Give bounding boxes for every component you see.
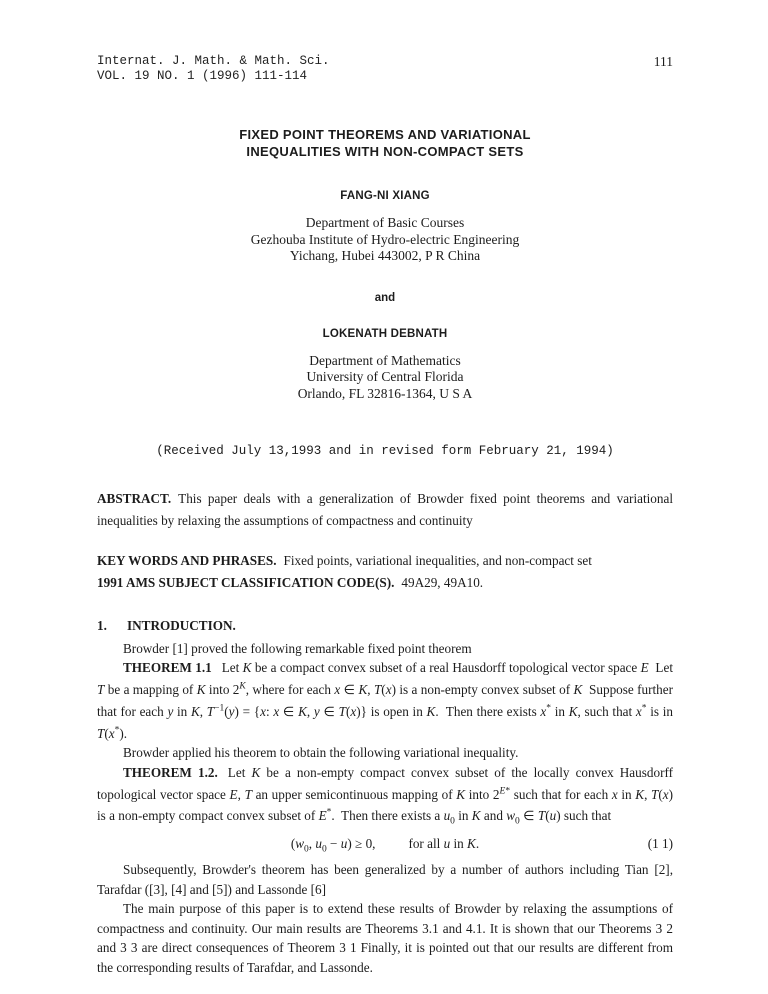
theorem-1-1-paragraph (97, 658, 673, 743)
equation-number: (1 1) (647, 835, 673, 851)
classification-text: 49A29, 49A10. (401, 575, 484, 590)
theorem-1-2-label: THEOREM 1.2. (123, 764, 218, 780)
affiliation-line: University of Central Florida (306, 369, 464, 384)
abstract-text: This paper deals with a generalization of Browder fixed point theorems and variational inequalities by relaxing the assumptions of compactness and continuity (97, 491, 673, 528)
affiliation-line: Gezhouba Institute of Hydro-electric Engineering (250, 231, 520, 247)
author-separator: and (374, 291, 396, 304)
equation-formula: ($w_0$, $u_0 - u) \ge 0$, for all u in K. (290, 835, 480, 855)
section-title: INTRODUCTION. (127, 618, 236, 633)
abstract-label: ABSTRACT. (97, 491, 172, 506)
journal-name: Internat. J. Math. & Math. Sci. (97, 54, 330, 68)
author-affiliation-second (97, 353, 673, 403)
intro-opening-paragraph: Browder [1] proved the following remarkable fixed point theorem (123, 640, 472, 656)
theorem-1-1-body: Let K be a compact convex subset of a real Hausdorff topological vector space E Let T be a mapping of K into $2^K$, where for each x ∈ K, T(x) is a non-empty convex subset of K Suppose further that for each y in K, $T^{-1}(y) = \{x$: x ∈ K, y ∈ T(x)} is open in K. Then there exists x* in K, such that x* is in T(x*). (97, 660, 674, 741)
theorem-1-2-body: Let K be a non-empty compact convex subset of the locally convex Hausdorff topological vector space E, T an upper semicontinuous mapping of K into $2^{E*}$ such that for each x in K, T(x) is a non-empty compact convex subset of E*. Then there exists a $u_0$ in K and $w_0$ ∈ T(u) such that (97, 764, 674, 828)
affiliation-line: Orlando, FL 32816-1364, U S A (297, 385, 473, 401)
affiliation-line: Department of Basic Courses (305, 215, 465, 230)
keywords-label: KEY WORDS AND PHRASES. (97, 553, 277, 568)
subsequently-paragraph: Subsequently, Browder's theorem has been generalized by a number of authors including Tian [2], Tarafdar ([3], [4] and [5]) and Lassonde [6] (97, 862, 673, 897)
abstract-paragraph (97, 488, 673, 532)
section-number: 1. (97, 618, 107, 633)
journal-volume-info: VOL. 19 NO. 1 (1996) 111-114 (97, 69, 308, 83)
browder-applied-paragraph: Browder applied his theorem to obtain the following variational inequality. (123, 745, 519, 761)
paper-title (97, 126, 673, 160)
author-name-second: LOKENATH DEBNATH (322, 327, 448, 340)
section-heading-introduction (97, 616, 673, 636)
journal-info (97, 54, 330, 84)
paper-title-line-1: FIXED POINT THEOREMS AND VARIATIONAL (239, 127, 531, 142)
received-line: (Received July 13,1993 and in revised form February 21, 1994) (156, 444, 614, 458)
theorem-1-1-label: THEOREM 1.1 (123, 660, 212, 675)
theorem-1-2-paragraph (97, 763, 673, 833)
classification-label: 1991 AMS SUBJECT CLASSIFICATION CODE(S). (97, 575, 395, 590)
author-affiliation-first (97, 215, 673, 265)
affiliation-line: Yichang, Hubei 443002, P R China (289, 248, 481, 263)
keywords-line (97, 550, 673, 572)
paper-title-line-2: INEQUALITIES WITH NON-COMPACT SETS (246, 144, 524, 159)
affiliation-line: Department of Mathematics (309, 352, 461, 368)
author-name-first: FANG-NI XIANG (340, 190, 430, 202)
keywords-text: Fixed points, variational inequalities, and non-compact set (283, 553, 592, 568)
equation-1-1 (97, 834, 673, 860)
main-purpose-paragraph: The main purpose of this paper is to extend these results of Browder by relaxing the assumptions of compactness and continuity. Our main results are Theorems 3.1 and 4.1. It is shown that our Theorems 3 2 and 3 3 are direct consequences of Theorem 3 1 Finally, it is pointed out that our results are different from the corresponding results of Tarafdar, and Lassonde. (97, 901, 673, 975)
page-number: 111 (653, 54, 673, 69)
running-header (97, 54, 673, 84)
classification-line (97, 572, 673, 594)
keywords-block (97, 550, 673, 594)
